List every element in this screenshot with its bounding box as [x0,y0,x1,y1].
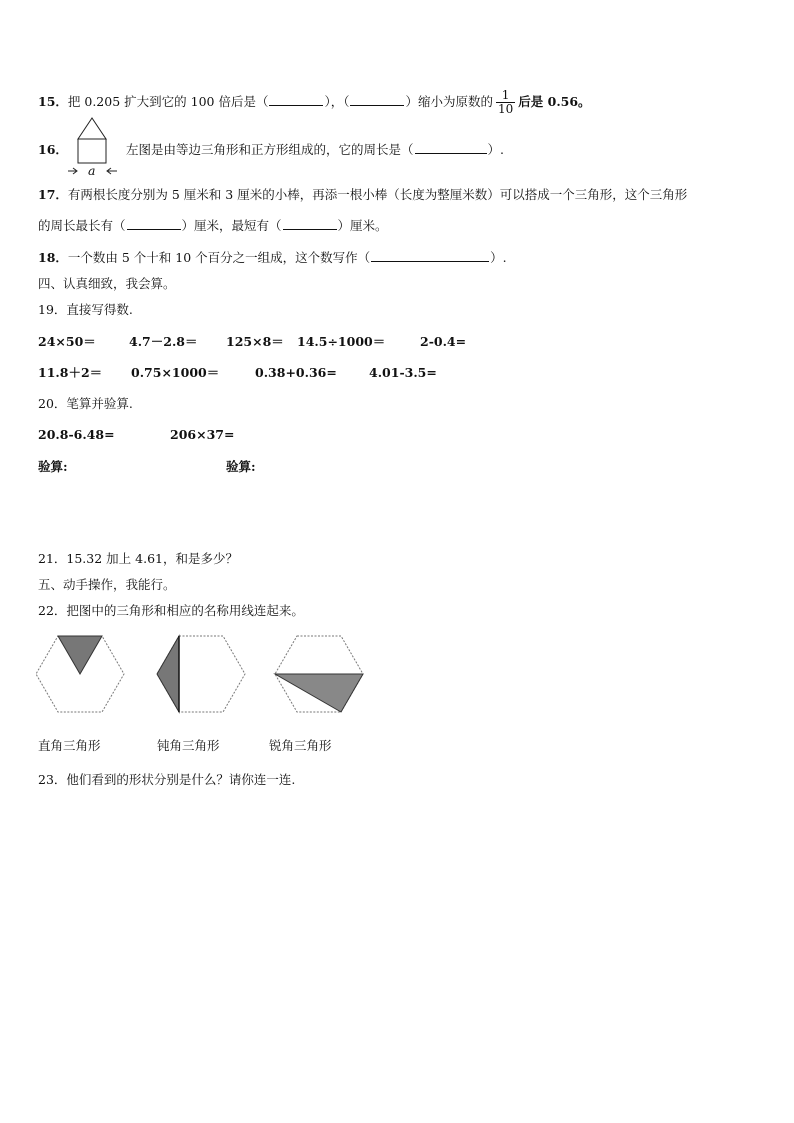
check-label: 验算: [226,459,256,474]
question-22-title: 22．把图中的三角形和相应的名称用线连起来。 [38,603,304,618]
section-heading-4: 四、认真细致，我会算。 [38,276,176,291]
shaded-triangle-3 [275,674,363,712]
calc-item: 24×50＝ [38,334,96,349]
question-number: 16． [38,142,68,157]
square-shape [78,139,106,163]
fraction-numerator: 1 [496,89,515,103]
question-text: ）. [490,250,507,265]
shaded-triangle-2 [157,636,179,712]
triangle-name-label: 锐角三角形 [269,738,332,753]
answer-blank[interactable] [415,142,487,154]
calc-item: 0.75×1000＝ [131,365,220,380]
triangle-name-label: 钝角三角形 [157,738,220,753]
figure-label-a: a [88,163,96,178]
answer-blank[interactable] [269,94,323,106]
answer-blank[interactable] [371,250,489,262]
shaded-triangle-1 [58,636,102,674]
fraction-denominator: 10 [497,102,514,116]
answer-blank[interactable] [350,94,404,106]
question-text: 后是 0.56。 [518,94,591,109]
question-number: 17． [38,187,68,202]
question-number: 15． [38,94,68,109]
calc-item: 125×8＝ [226,334,284,349]
question-text: ）缩小为原数的 [405,94,493,109]
answer-blank[interactable] [127,218,181,230]
fraction [496,89,515,116]
section-heading-5: 五、动手操作，我能行。 [38,577,176,592]
question-16-number [38,142,68,158]
question-21: 21．15.32 加上 4.61，和是多少？ [38,551,238,566]
calc-item: 11.8＋2＝ [38,365,103,380]
written-calc-item: 206×37= [170,427,235,442]
question-text: 一个数由 5 个十和 10 个百分之一组成，这个数写作（ [67,250,371,265]
calc-item: 14.5÷1000＝ [297,334,386,349]
question-text: ），（ [324,94,350,109]
calc-item: 2-0.4= [420,334,467,349]
calc-item: 0.38+0.36= [255,365,337,380]
question-20-title: 20．笔算并验算. [38,396,133,411]
question-text: 的周长最长有（ [38,218,126,233]
triangle-shape [78,118,106,139]
question-text: 左图是由等边三角形和正方形组成的，它的周长是（ [126,142,414,157]
question-17-line2 [38,218,388,234]
answer-blank[interactable] [283,218,337,230]
question-text: 把 0.205 扩大到它的 100 倍后是（ [67,94,269,109]
question-23: 23．他们看到的形状分别是什么？请你连一连. [38,772,296,787]
question-18 [38,250,507,266]
question-16 [126,142,504,158]
question-17-line1 [38,187,687,203]
hexagon-figures [36,634,366,716]
question-19-title: 19．直接写得数. [38,302,133,317]
written-calc-item: 20.8-6.48= [38,427,115,442]
question-15 [38,89,591,116]
calc-item: 4.7－2.8＝ [129,334,198,349]
question-text: ）厘米，最短有（ [181,218,282,233]
calc-item: 4.01-3.5= [369,365,437,380]
question-text: ）. [487,142,504,157]
check-label: 验算: [38,459,68,474]
question-text: 有两根长度分别为 5 厘米和 3 厘米的小棒，再添一根小棒（长度为整厘米数）可以搭成一个三角形，这个三角形 [67,187,688,202]
question-number: 18． [38,250,68,265]
question-text: ）厘米。 [337,218,388,233]
triangle-name-label: 直角三角形 [38,738,101,753]
